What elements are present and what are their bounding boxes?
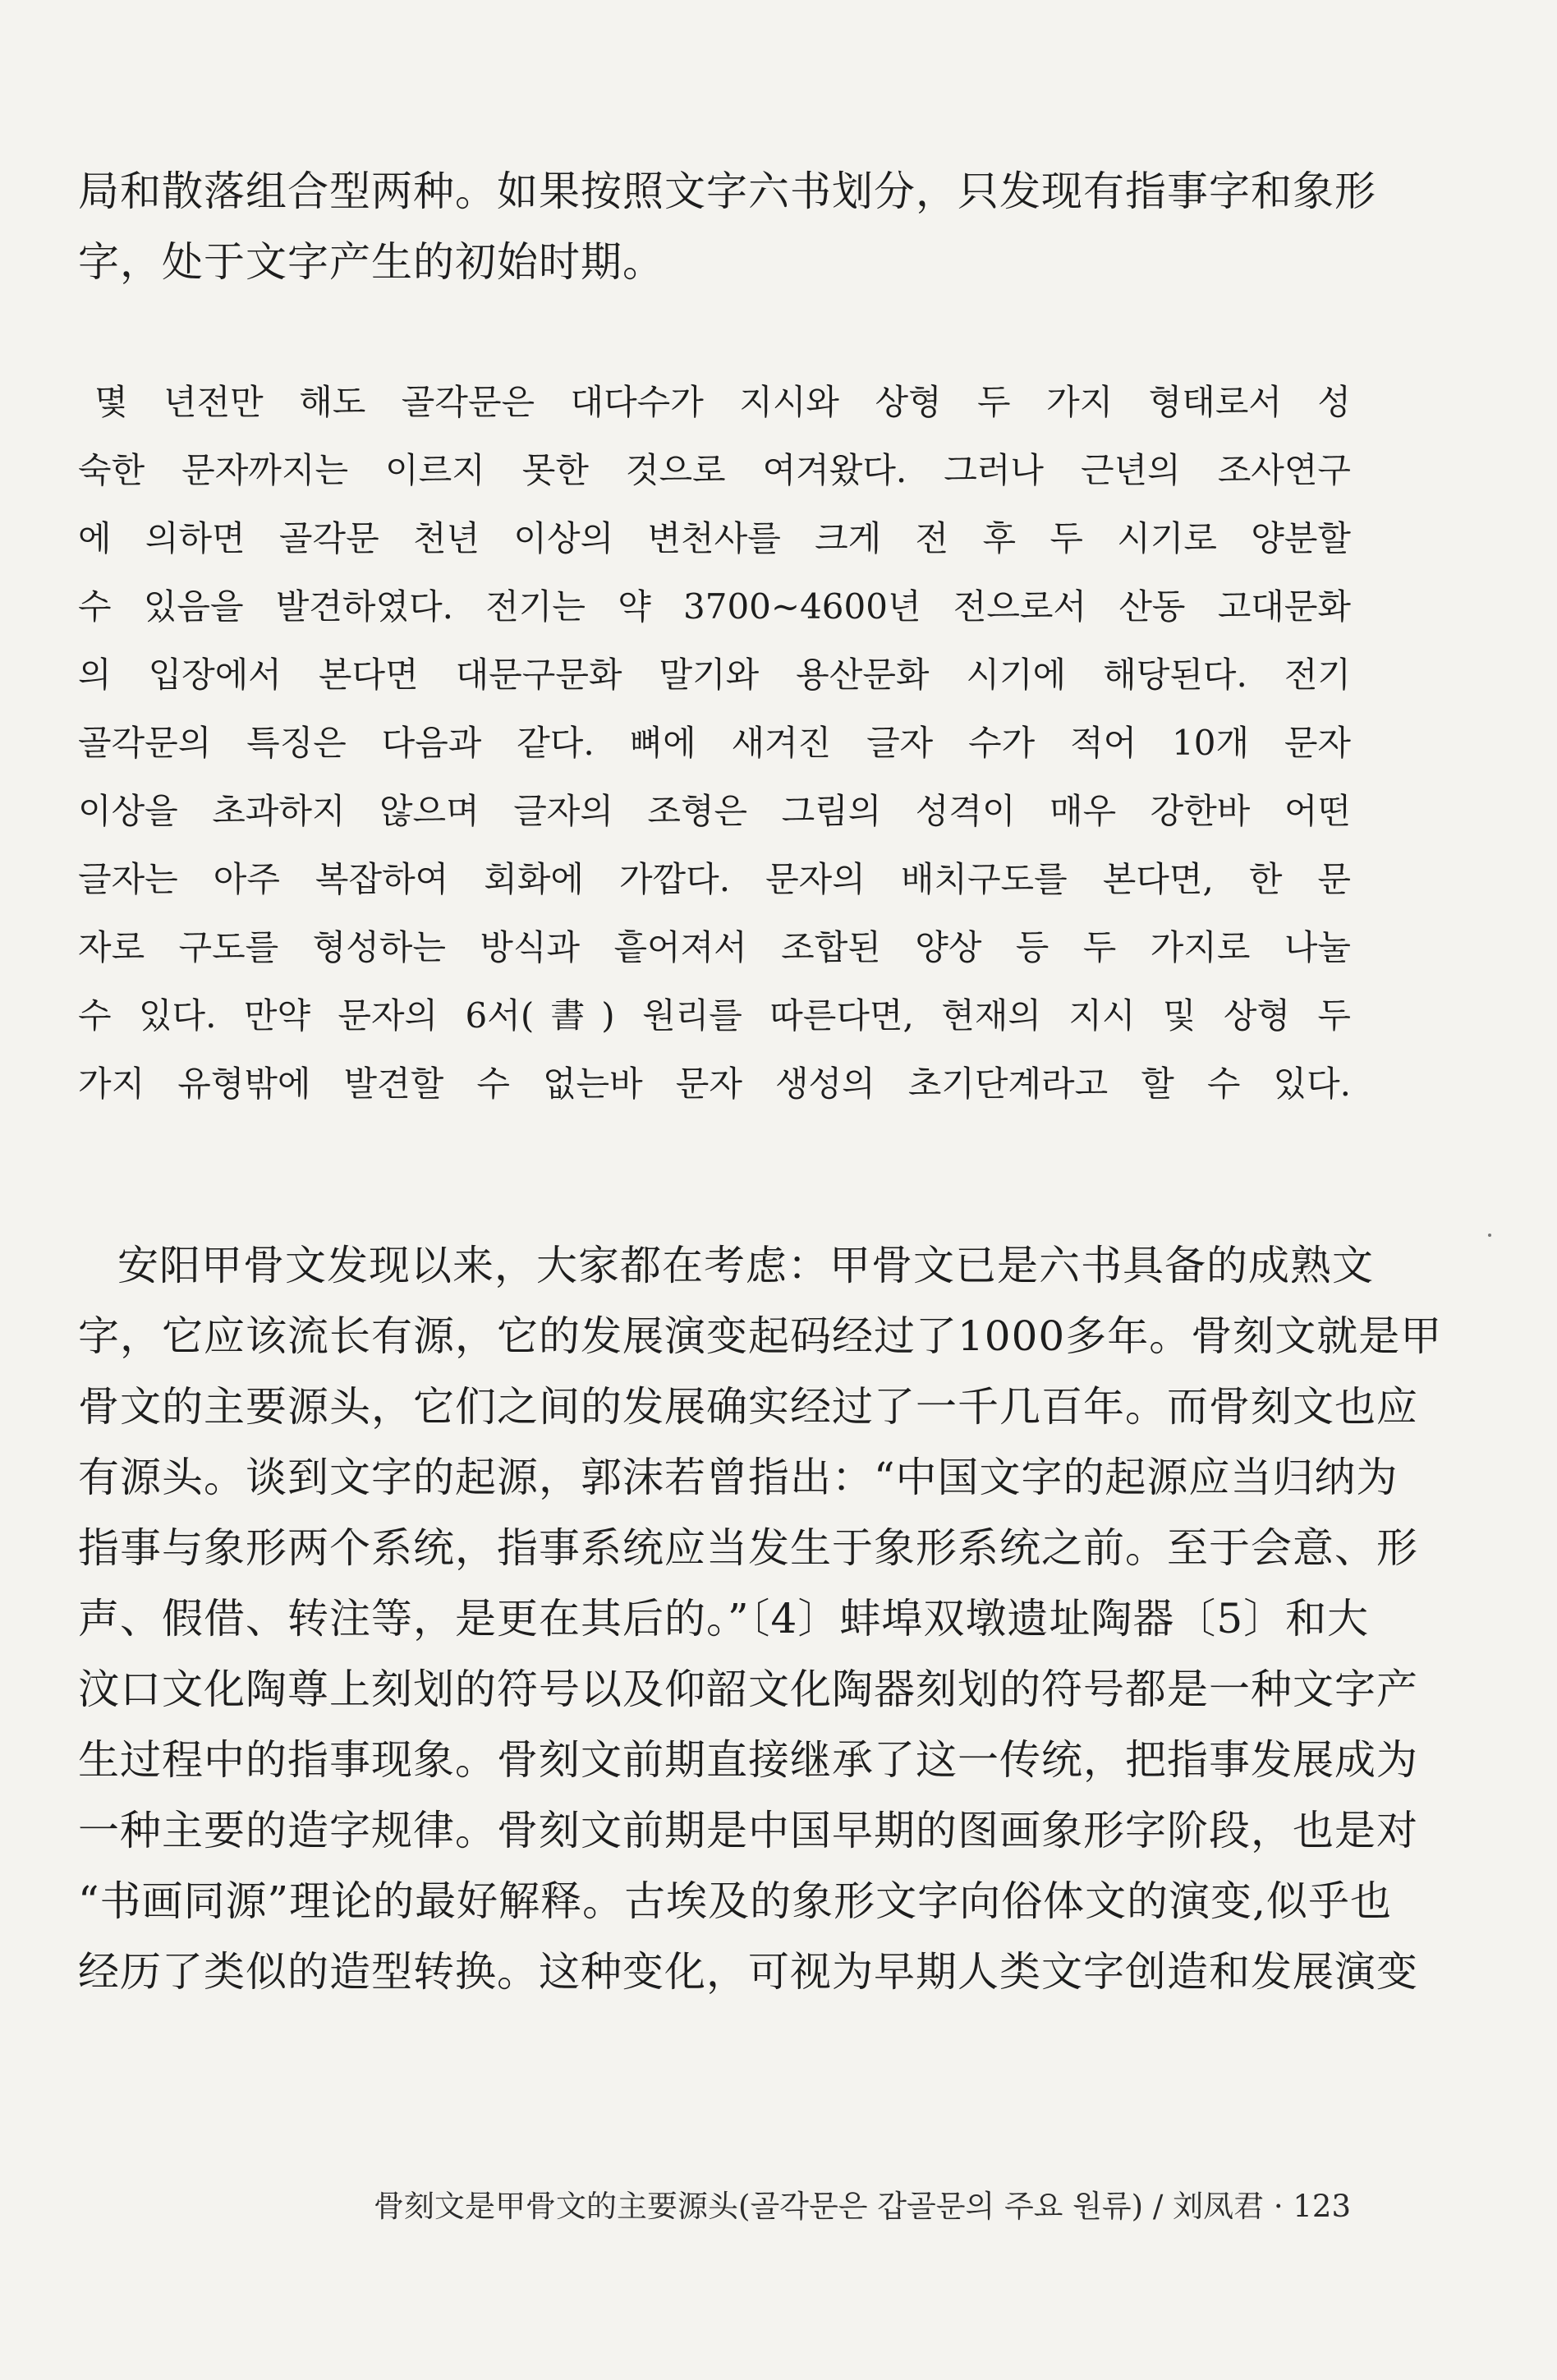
text-line: 骨文的主要源头，它们之间的发展确实经过了一千几百年。而骨刻文也应	[78, 1383, 1418, 1431]
text-line: 生过程中的指事现象。骨刻文前期直接继承了这一传统，把指事发展成为	[78, 1736, 1418, 1784]
text-line: 골각문의 특징은 다음과 같다. 뼈에 새겨진 글자 수가 적어 10개 문자	[78, 723, 1351, 763]
paragraph-chinese-1	[78, 156, 1376, 297]
running-footer: 骨刻文是甲骨文的主要源头(골각문은 갑골문의 주요 원류) / 刘凤君 · 123	[374, 2189, 1351, 2224]
text-line: 字，处于文字产生的初始时期。	[78, 238, 664, 286]
text-line: 字，它应该流长有源，它的发展演变起码经过了1000多年。骨刻文就是甲	[78, 1312, 1443, 1360]
paragraph-korean	[78, 368, 1351, 1118]
text-line: 声、假借、转注等，是更在其后的。”〔4〕蚌埠双墩遗址陶器〔5〕和大	[78, 1595, 1370, 1643]
text-line: 수 있다. 만약 문자의 6서(書) 원리를 따른다면, 현재의 지시 및 상형 두	[78, 995, 1351, 1036]
text-line: 이상을 초과하지 않으며 글자의 조형은 그림의 성격이 매우 강한바 어떤	[78, 791, 1351, 831]
text-line: 经历了类似的造型转换。这种变化，可视为早期人类文字创造和发展演变	[78, 1948, 1418, 1996]
text-line: 有源头。谈到文字的起源，郭沫若曾指出：“中国文字的起源应当归纳为	[78, 1454, 1399, 1501]
text-line: 의 입장에서 본다면 대문구문화 말기와 용산문화 시기에 해당된다. 전기	[78, 655, 1351, 695]
text-line: 글자는 아주 복잡하여 회화에 가깝다. 문자의 배치구도를 본다면, 한 문	[78, 859, 1351, 899]
text-line: 숙한 문자까지는 이르지 못한 것으로 여겨왔다. 그러나 근년의 조사연구	[78, 450, 1351, 490]
text-line: 安阳甲骨文发现以来，大家都在考虑：甲骨文已是六书具备的成熟文	[117, 1242, 1374, 1289]
text-line: “书画同源”理论的最好解释。古埃及的象形文字向俗体文的演变,似乎也	[78, 1877, 1393, 1925]
paper-speck	[1488, 1234, 1491, 1237]
text-line: 자로 구도를 형성하는 방식과 흩어져서 조합된 양상 등 두 가지로 나눌	[78, 927, 1351, 967]
text-line: 가지 유형밖에 발견할 수 없는바 문자 생성의 초기단계라고 할 수 있다.	[78, 1064, 1351, 1104]
text-line: 몇 년전만 해도 골각문은 대다수가 지시와 상형 두 가지 형태로서 성	[94, 382, 1351, 422]
text-line: 수 있음을 발견하였다. 전기는 약 3700∼4600년 전으로서 산동 고대문화	[78, 586, 1351, 627]
paragraph-chinese-2	[78, 1230, 1443, 2007]
text-line: 指事与象形两个系统，指事系统应当发生于象形系统之前。至于会意、形	[78, 1524, 1418, 1572]
text-line: 에 의하면 골각문 천년 이상의 변천사를 크게 전 후 두 시기로 양분할	[78, 518, 1351, 558]
text-line: 一种主要的造字规律。骨刻文前期是中国早期的图画象形字阶段，也是对	[78, 1807, 1418, 1854]
text-line: 局和散落组合型两种。如果按照文字六书划分，只发现有指事字和象形	[78, 168, 1376, 215]
text-line: 汶口文化陶尊上刻划的符号以及仰韶文化陶器刻划的符号都是一种文字产	[78, 1666, 1418, 1713]
